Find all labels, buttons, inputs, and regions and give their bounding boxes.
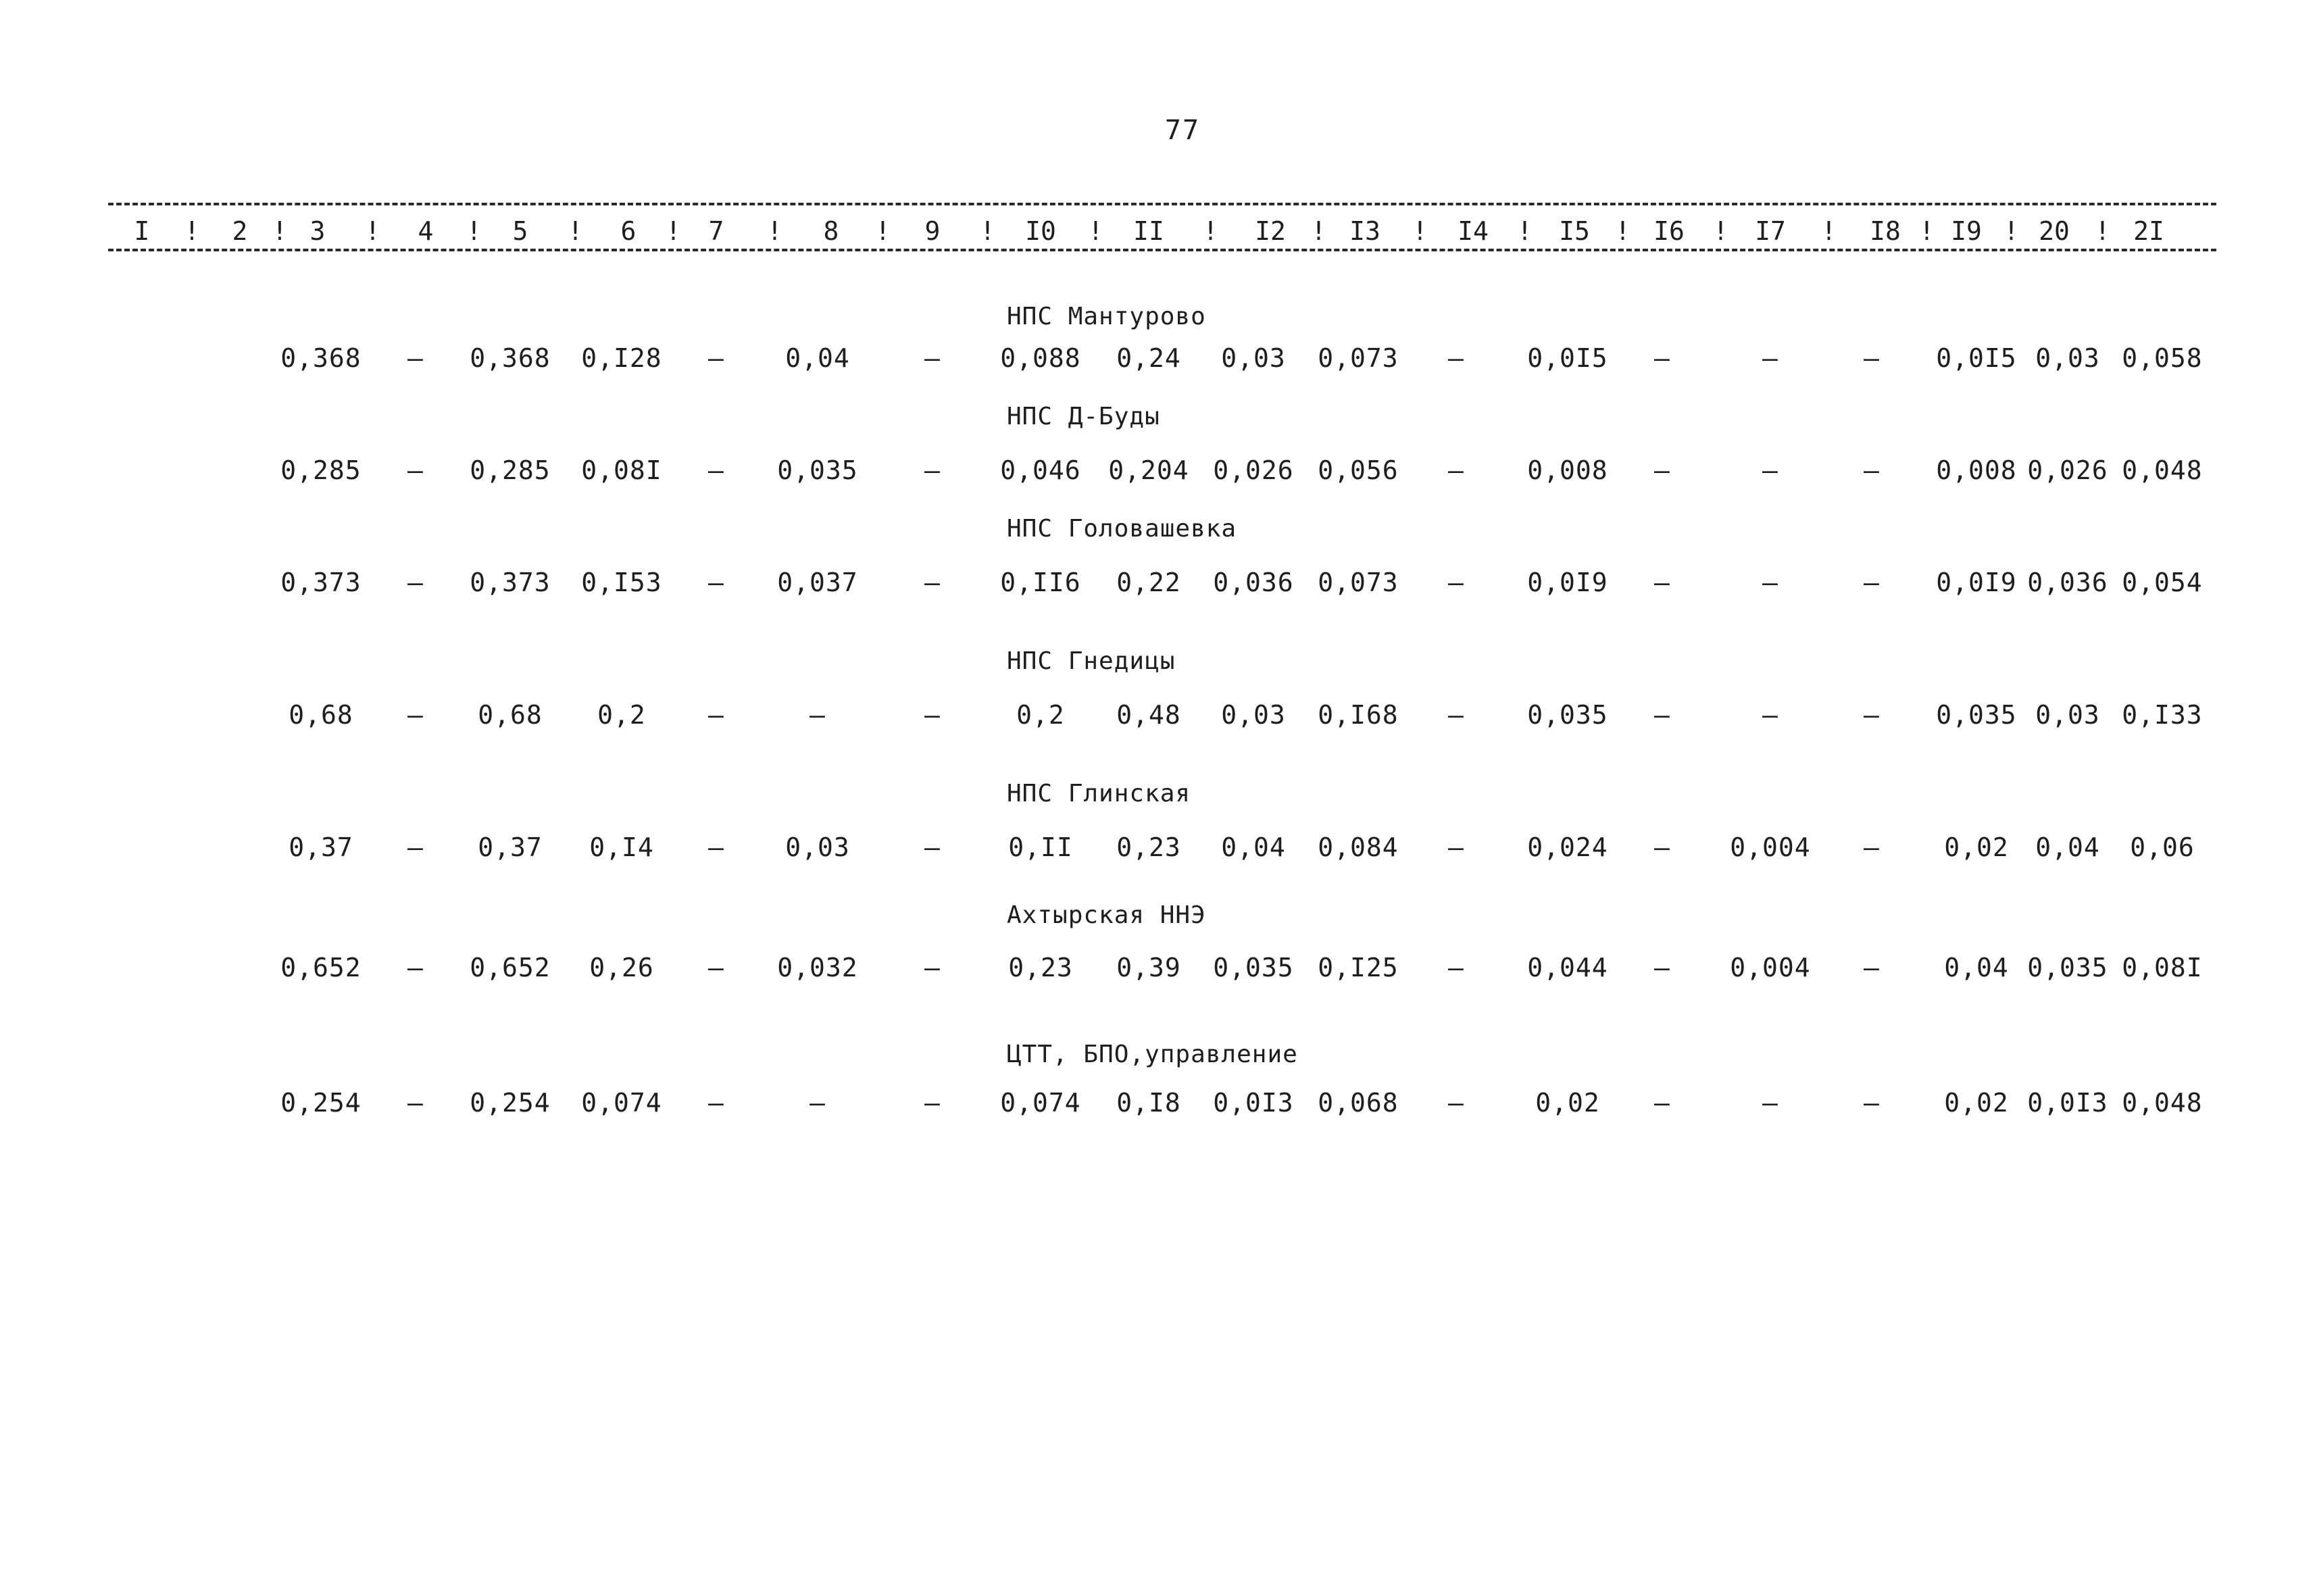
column-separator: ! <box>2003 216 2019 246</box>
cell-col-I7: – <box>1762 343 1778 373</box>
cell-col-I9: 0,04 <box>1944 953 2009 982</box>
cell-col-4: – <box>407 568 424 597</box>
cell-col-I5: 0,0I9 <box>1527 568 1608 597</box>
cell-col-8: 0,04 <box>785 343 850 373</box>
column-number-header <box>108 189 2216 257</box>
cell-col-3: 0,368 <box>280 343 362 373</box>
cell-col-I9: 0,02 <box>1944 1088 2009 1118</box>
cell-col-I8: – <box>1864 953 1880 982</box>
cell-col-4: – <box>407 1088 424 1118</box>
column-number: I6 <box>1653 216 1685 246</box>
cell-col-20: 0,026 <box>2027 455 2108 485</box>
cell-col-I6: – <box>1654 700 1670 730</box>
cell-col-6: 0,I28 <box>581 343 662 373</box>
cell-col-3: 0,373 <box>280 568 362 597</box>
cell-col-4: – <box>407 455 424 485</box>
cell-col-I4: – <box>1448 343 1464 373</box>
station-name: Ахтырская ННЭ <box>1007 901 1206 929</box>
cell-col-II: 0,39 <box>1116 953 1181 982</box>
column-separator: ! <box>272 216 288 246</box>
cell-col-3: 0,254 <box>280 1088 362 1118</box>
column-number: 7 <box>708 216 724 246</box>
column-separator: ! <box>1615 216 1631 246</box>
cell-col-I5: 0,024 <box>1527 832 1608 862</box>
cell-col-I9: 0,0I9 <box>1936 568 2017 597</box>
cell-col-I3: 0,I68 <box>1318 700 1399 730</box>
column-separator: ! <box>1821 216 1837 246</box>
cell-col-2I: 0,06 <box>2130 832 2195 862</box>
column-number: I3 <box>1349 216 1380 246</box>
column-number: I <box>134 216 150 246</box>
column-number: I0 <box>1025 216 1056 246</box>
cell-col-9: – <box>924 455 941 485</box>
cell-col-I5: 0,008 <box>1527 455 1608 485</box>
cell-col-I6: – <box>1654 1088 1670 1118</box>
column-number: II <box>1133 216 1164 246</box>
cell-col-3: 0,285 <box>280 455 362 485</box>
column-number: 6 <box>620 216 637 246</box>
cell-col-2I: 0,I33 <box>2122 700 2203 730</box>
cell-col-I3: 0,I25 <box>1318 953 1399 982</box>
cell-col-II: 0,22 <box>1116 568 1181 597</box>
cell-col-8: 0,03 <box>785 832 850 862</box>
cell-col-8: 0,035 <box>777 455 858 485</box>
cell-col-20: 0,035 <box>2027 953 2108 982</box>
cell-col-I2: 0,03 <box>1221 700 1286 730</box>
cell-col-I8: – <box>1864 1088 1880 1118</box>
cell-col-I4: – <box>1448 568 1464 597</box>
cell-col-II: 0,24 <box>1116 343 1181 373</box>
cell-col-II: 0,48 <box>1116 700 1181 730</box>
column-separator: ! <box>184 216 200 246</box>
cell-col-I0: 0,046 <box>1000 455 1081 485</box>
station-name: НПС Гнедицы <box>1007 647 1176 675</box>
cell-col-II: 0,23 <box>1116 832 1181 862</box>
cell-col-8: 0,032 <box>777 953 858 982</box>
column-number: 2 <box>232 216 248 246</box>
cell-col-5: 0,652 <box>470 953 551 982</box>
cell-col-9: – <box>924 568 941 597</box>
cell-col-6: 0,I53 <box>581 568 662 597</box>
column-separator: ! <box>767 216 782 246</box>
cell-col-I4: – <box>1448 832 1464 862</box>
column-number: 20 <box>2039 216 2070 246</box>
cell-col-4: – <box>407 832 424 862</box>
cell-col-I4: – <box>1448 700 1464 730</box>
cell-col-I6: – <box>1654 455 1670 485</box>
cell-col-I3: 0,073 <box>1318 343 1399 373</box>
cell-col-9: – <box>924 343 941 373</box>
column-separator: ! <box>1517 216 1533 246</box>
cell-col-2I: 0,048 <box>2122 1088 2203 1118</box>
cell-col-I7: 0,004 <box>1730 953 1811 982</box>
cell-col-I6: – <box>1654 343 1670 373</box>
cell-col-I8: – <box>1864 343 1880 373</box>
cell-col-5: 0,368 <box>470 343 551 373</box>
column-number: I4 <box>1458 216 1489 246</box>
cell-col-I3: 0,068 <box>1318 1088 1399 1118</box>
cell-col-I8: – <box>1864 700 1880 730</box>
cell-col-II: 0,I8 <box>1116 1088 1181 1118</box>
cell-col-5: 0,68 <box>478 700 543 730</box>
cell-col-2I: 0,058 <box>2122 343 2203 373</box>
cell-col-I6: – <box>1654 568 1670 597</box>
cell-col-3: 0,652 <box>280 953 362 982</box>
cell-col-I8: – <box>1864 568 1880 597</box>
column-separator: ! <box>365 216 380 246</box>
cell-col-2I: 0,08I <box>2122 953 2203 982</box>
cell-col-I6: – <box>1654 832 1670 862</box>
cell-col-I8: – <box>1864 455 1880 485</box>
cell-col-8: – <box>810 700 826 730</box>
column-number: I2 <box>1255 216 1286 246</box>
cell-col-5: 0,254 <box>470 1088 551 1118</box>
cell-col-9: – <box>924 700 941 730</box>
cell-col-I5: 0,035 <box>1527 700 1608 730</box>
cell-col-I9: 0,035 <box>1936 700 2017 730</box>
cell-col-6: 0,08I <box>581 455 662 485</box>
cell-col-I9: 0,0I5 <box>1936 343 2017 373</box>
cell-col-2I: 0,054 <box>2122 568 2203 597</box>
cell-col-I0: 0,23 <box>1008 953 1073 982</box>
cell-col-20: 0,04 <box>2035 832 2100 862</box>
column-separator: ! <box>1203 216 1218 246</box>
cell-col-7: – <box>708 953 724 982</box>
header-top-rule <box>108 203 2216 205</box>
cell-col-7: – <box>708 455 724 485</box>
column-number: 2I <box>2133 216 2164 246</box>
cell-col-7: – <box>708 343 724 373</box>
cell-col-7: – <box>708 1088 724 1118</box>
cell-col-2I: 0,048 <box>2122 455 2203 485</box>
column-separator: ! <box>466 216 482 246</box>
page-number: 77 <box>1164 115 1201 146</box>
cell-col-4: – <box>407 953 424 982</box>
column-number: 9 <box>924 216 941 246</box>
column-number: I5 <box>1559 216 1590 246</box>
header-bottom-rule <box>108 249 2216 251</box>
cell-col-4: – <box>407 343 424 373</box>
column-separator: ! <box>1713 216 1728 246</box>
station-name: НПС Д-Буды <box>1007 403 1160 430</box>
cell-col-9: – <box>924 832 941 862</box>
cell-col-I4: – <box>1448 455 1464 485</box>
column-number: 4 <box>418 216 434 246</box>
cell-col-I8: – <box>1864 832 1880 862</box>
cell-col-I3: 0,056 <box>1318 455 1399 485</box>
column-separator: ! <box>1919 216 1935 246</box>
cell-col-6: 0,074 <box>581 1088 662 1118</box>
cell-col-7: – <box>708 700 724 730</box>
cell-col-I7: – <box>1762 568 1778 597</box>
cell-col-3: 0,37 <box>289 832 353 862</box>
cell-col-I2: 0,036 <box>1213 568 1294 597</box>
cell-col-I3: 0,073 <box>1318 568 1399 597</box>
cell-col-I2: 0,026 <box>1213 455 1294 485</box>
cell-col-I9: 0,008 <box>1936 455 2017 485</box>
cell-col-7: – <box>708 832 724 862</box>
column-number: I8 <box>1870 216 1901 246</box>
cell-col-I7: – <box>1762 700 1778 730</box>
cell-col-I0: 0,2 <box>1016 700 1065 730</box>
cell-col-I5: 0,0I5 <box>1527 343 1608 373</box>
cell-col-6: 0,2 <box>597 700 646 730</box>
cell-col-6: 0,I4 <box>589 832 654 862</box>
cell-col-II: 0,204 <box>1108 455 1189 485</box>
column-separator: ! <box>1311 216 1326 246</box>
column-number: 5 <box>512 216 528 246</box>
column-separator: ! <box>980 216 995 246</box>
cell-col-8: – <box>810 1088 826 1118</box>
column-number: I9 <box>1951 216 1982 246</box>
cell-col-I0: 0,088 <box>1000 343 1081 373</box>
cell-col-5: 0,37 <box>478 832 543 862</box>
cell-col-I0: 0,II6 <box>1000 568 1081 597</box>
cell-col-I7: 0,004 <box>1730 832 1811 862</box>
cell-col-3: 0,68 <box>289 700 353 730</box>
cell-col-5: 0,285 <box>470 455 551 485</box>
column-number: 8 <box>823 216 839 246</box>
cell-col-I0: 0,074 <box>1000 1088 1081 1118</box>
cell-col-I7: – <box>1762 1088 1778 1118</box>
cell-col-7: – <box>708 568 724 597</box>
cell-col-4: – <box>407 700 424 730</box>
column-separator: ! <box>1412 216 1428 246</box>
cell-col-I2: 0,0I3 <box>1213 1088 1294 1118</box>
cell-col-I2: 0,035 <box>1213 953 1294 982</box>
cell-col-5: 0,373 <box>470 568 551 597</box>
cell-col-I3: 0,084 <box>1318 832 1399 862</box>
cell-col-I4: – <box>1448 953 1464 982</box>
cell-col-20: 0,03 <box>2035 343 2100 373</box>
column-number: I7 <box>1755 216 1786 246</box>
column-separator: ! <box>666 216 681 246</box>
cell-col-I9: 0,02 <box>1944 832 2009 862</box>
cell-col-6: 0,26 <box>589 953 654 982</box>
column-number: 3 <box>309 216 326 246</box>
cell-col-9: – <box>924 953 941 982</box>
cell-col-I4: – <box>1448 1088 1464 1118</box>
column-separator: ! <box>568 216 583 246</box>
station-name: ЦТТ, БПО,управление <box>1007 1041 1298 1068</box>
cell-col-I0: 0,II <box>1008 832 1073 862</box>
cell-col-8: 0,037 <box>777 568 858 597</box>
station-name: НПС Головашевка <box>1007 515 1237 543</box>
station-name: НПС Глинская <box>1007 780 1191 807</box>
cell-col-20: 0,0I3 <box>2027 1088 2108 1118</box>
cell-col-9: – <box>924 1088 941 1118</box>
cell-col-I5: 0,044 <box>1527 953 1608 982</box>
cell-col-20: 0,036 <box>2027 568 2108 597</box>
cell-col-I6: – <box>1654 953 1670 982</box>
station-name: НПС Мантурово <box>1007 303 1206 330</box>
column-separator: ! <box>1088 216 1103 246</box>
column-separator: ! <box>2095 216 2110 246</box>
cell-col-I2: 0,04 <box>1221 832 1286 862</box>
cell-col-I2: 0,03 <box>1221 343 1286 373</box>
cell-col-I5: 0,02 <box>1535 1088 1600 1118</box>
cell-col-20: 0,03 <box>2035 700 2100 730</box>
cell-col-I7: – <box>1762 455 1778 485</box>
column-separator: ! <box>875 216 891 246</box>
